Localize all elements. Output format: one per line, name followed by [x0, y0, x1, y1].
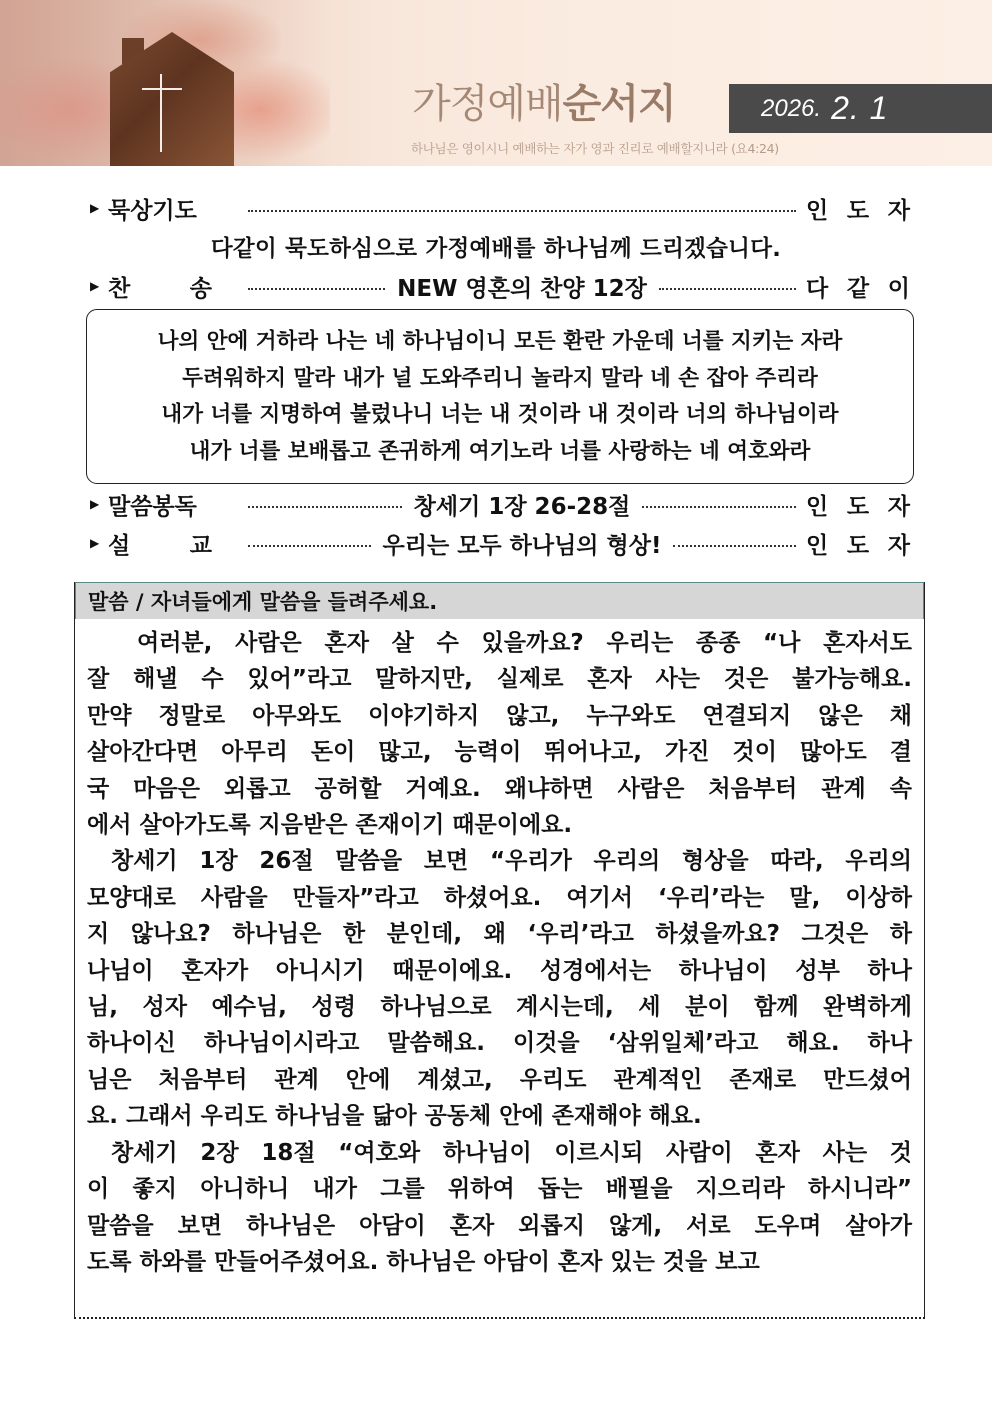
date-badge: [729, 84, 992, 133]
prayer-label: 묵상기도: [108, 197, 197, 224]
sermon-leader: [806, 527, 910, 560]
leader-char: 같: [846, 275, 870, 302]
order-row-sermon: [90, 526, 910, 560]
order-row-reading: [90, 487, 910, 521]
paragraph-line: 하나이신 하나님이시라고 말씀해요. 이것을 ‘삼위일체’라고 해요. 하나: [87, 1030, 912, 1057]
reading-leader: [806, 488, 910, 521]
lyric-line: 나의 안에 거하라 나는 네 하나님이니 모든 환란 가운데 너를 지키는 자라: [157, 329, 843, 354]
paragraph-line: 나님이 혼자가 아니시기 때문이에요. 성경에서는 하나님이 성부 하나: [87, 957, 912, 984]
leader-char: 도: [846, 197, 870, 224]
cross-icon: [160, 74, 162, 152]
sermon-label: [108, 527, 212, 560]
leader-char: 자: [887, 532, 911, 559]
lyric-line: 내가 너를 보배롭고 존귀하게 여기노라 너를 사랑하는 네 여호와라: [189, 438, 811, 464]
paragraph-line: 에서 살아가도록 지음받은 존재이기 때문이에요.: [87, 812, 573, 839]
label-char: 교: [189, 532, 212, 559]
paragraph-line: 창세기 2장 18절 “여호와 하나님이 이르시되 사람이 혼자 사는 것: [111, 1139, 912, 1166]
paragraph-line: 만약 정말로 아무와도 이야기하지 않고, 누구와도 연결되지 않은 채: [87, 702, 912, 729]
lyric-line: 두려워하지 말라 내가 널 도와주리니 놀라지 말라 네 손 잡아 주리라: [182, 365, 818, 391]
leader-char: 자: [887, 493, 911, 520]
page-title: [412, 80, 675, 128]
hymn-label: [108, 270, 212, 303]
paragraph-line: 지 않나요? 하나님은 한 분인데, 왜 ‘우리’라고 하셨을까요? 그것은 하: [87, 921, 912, 948]
prayer-leader: [806, 192, 910, 225]
leader-char: 다: [806, 275, 829, 302]
triangle-bullet-icon: ▶: [90, 201, 100, 215]
paragraph-line: 모양대로 사람을 만들자”라고 하셨어요. 여기서 ‘우리’라는 말, 이상하: [87, 884, 912, 911]
date-year: 2026.: [761, 94, 822, 122]
leader-char: 이: [887, 275, 911, 302]
cross-icon-bar: [142, 88, 182, 90]
sermon-section: [74, 582, 925, 1319]
dot-leader: [659, 288, 796, 290]
dot-leader: [248, 506, 402, 508]
paragraph-line: 여러분, 사람은 혼자 살 수 있을까요? 우리는 종종 “나 혼자서도: [137, 630, 912, 656]
lyric-line: 내가 너를 지명하여 불렀나니 너는 내 것이라 내 것이라 너의 하나님이라: [161, 402, 839, 427]
leader-char: 인: [806, 532, 829, 559]
paragraph-line: 님은 처음부터 관계 안에 계셨고, 우리도 관계적인 존재로 만드셨어: [87, 1066, 912, 1093]
title-light: 가정예배: [412, 81, 563, 127]
sermon-body: [75, 619, 924, 1280]
hymn-lyrics-box: [86, 309, 914, 484]
triangle-bullet-icon: ▶: [90, 279, 100, 293]
dot-leader: [642, 506, 796, 508]
order-row-prayer: [90, 191, 910, 225]
date-month-day: 2. 1: [831, 90, 889, 126]
paragraph-line: 요. 그래서 우리도 하나님을 닮아 공동체 안에 존재해야 해요.: [87, 1103, 702, 1130]
header-verse: 하나님은 영이시니 예배하는 자가 영과 진리로 예배할지니라 (요4:24): [411, 141, 779, 156]
invocation-text: 다같이 묵도하심으로 가정예배를 하나님께 드리겠습니다.: [210, 236, 782, 262]
hymn-title: NEW 영혼의 찬양 12장: [397, 275, 647, 302]
leader-char: 자: [887, 197, 910, 224]
paragraph-line: 님, 성자 예수님, 성령 하나님으로 계시는데, 세 분이 함께 완벽하게: [87, 994, 912, 1021]
paragraph-line: 말씀을 보면 하나님은 아담이 혼자 외롭지 않게, 서로 도우며 살아가: [87, 1212, 912, 1239]
paragraph-line: 도록 하와를 만들어주셨어요. 하나님은 아담이 혼자 있는 것을 보고: [87, 1248, 760, 1275]
header-banner: [0, 0, 992, 166]
dot-leader: [248, 288, 385, 290]
label-char: 찬: [108, 275, 131, 302]
paragraph-line: 창세기 1장 26절 말씀을 보면 “우리가 우리의 형상을 따라, 우리의: [111, 848, 912, 875]
reading-label: 말씀봉독: [108, 493, 197, 520]
leader-char: 인: [806, 493, 829, 520]
hymn-leader: [806, 270, 910, 303]
paragraph-line: 국 마음은 외롭고 공허할 거예요. 왜냐하면 사람은 처음부터 관계 속: [87, 775, 912, 802]
leader-char: 인: [806, 197, 829, 224]
triangle-bullet-icon: ▶: [90, 536, 100, 550]
leader-char: 도: [846, 493, 870, 520]
dot-leader: [673, 545, 796, 547]
dot-leader: [248, 210, 796, 212]
paragraph-line: 살아간다면 아무리 돈이 많고, 능력이 뛰어나고, 가진 것이 많아도 결: [87, 739, 912, 766]
title-bold: 순서지: [562, 81, 676, 127]
label-char: 송: [189, 275, 212, 302]
sermon-title: 우리는 모두 하나님의 형상!: [382, 532, 662, 559]
order-row-hymn: [90, 269, 910, 303]
label-char: 설: [108, 532, 131, 559]
dot-leader: [248, 545, 371, 547]
paragraph-line: 잘 해낼 수 있어”라고 말하지만, 실제로 혼자 사는 것은 불가능해요.: [87, 666, 912, 693]
paragraph-line: 이 좋지 아니하니 내가 그를 위하여 돕는 배필을 지으리라 하시니라”: [87, 1176, 912, 1203]
leader-char: 도: [846, 532, 870, 559]
reading-passage: 창세기 1장 26-28절: [413, 493, 631, 520]
section-heading: 말씀 / 자녀들에게 말씀을 들려주세요.: [75, 582, 924, 619]
triangle-bullet-icon: ▶: [90, 497, 100, 511]
